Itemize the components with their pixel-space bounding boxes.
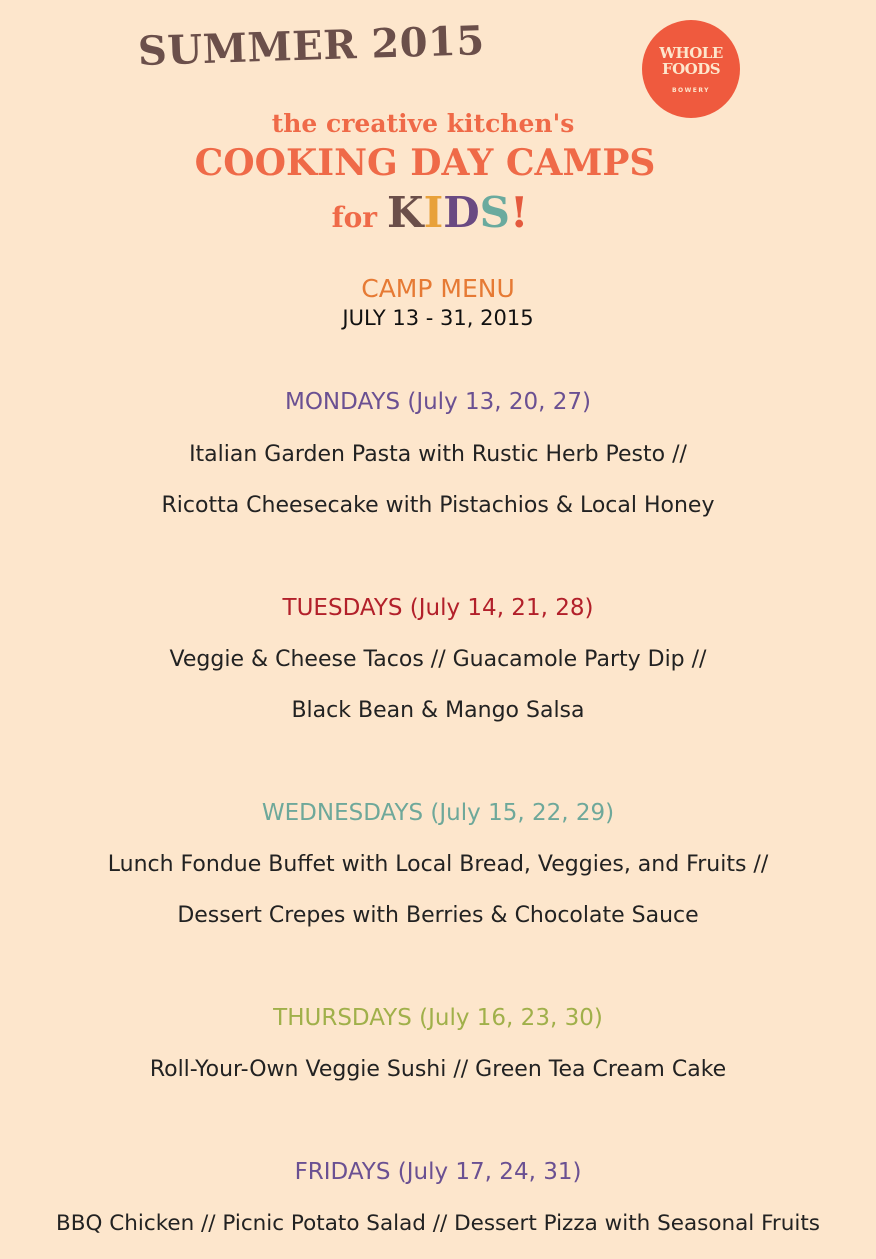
tuesday-menu-line-1: Veggie & Cheese Tacos // Guacamole Party Dip // xyxy=(169,647,707,672)
whole-foods-logo xyxy=(642,20,740,118)
kids-letter-exclamation: ! xyxy=(509,188,529,237)
logo-text-line3: BOWERY xyxy=(671,87,711,94)
for-kids-line xyxy=(0,188,860,237)
kids-letter-i: I xyxy=(423,188,444,237)
camp-menu-title: CAMP MENU xyxy=(361,274,515,303)
kids-letter-d: D xyxy=(443,188,480,237)
friday-menu-line-1: BBQ Chicken // Picnic Potato Salad // Dessert Pizza with Seasonal Fruits xyxy=(56,1211,820,1236)
monday-menu-line-2: Ricotta Cheesecake with Pistachios & Local Honey xyxy=(161,493,715,518)
tuesday-heading: TUESDAYS (July 14, 21, 28) xyxy=(282,595,594,621)
logo-text-line1: WHOLE xyxy=(659,44,723,62)
thursday-heading: THURSDAYS (July 16, 23, 30) xyxy=(273,1005,603,1031)
monday-menu-line-1: Italian Garden Pasta with Rustic Herb Pesto // xyxy=(189,442,687,467)
monday-heading: MONDAYS (July 13, 20, 27) xyxy=(284,389,592,415)
header-title: COOKING DAY CAMPS xyxy=(194,142,656,184)
header-subtitle: the creative kitchen's xyxy=(271,109,575,138)
for-word: for xyxy=(331,201,378,234)
logo-text-line2: FOODS xyxy=(661,60,721,78)
season-title: SUMMER 2015 xyxy=(137,17,486,75)
thursday-menu-line-1: Roll-Your-Own Veggie Sushi // Green Tea Cream Cake xyxy=(149,1057,727,1082)
header-banner xyxy=(0,0,876,250)
wednesday-menu-line-1: Lunch Fondue Buffet with Local Bread, Veggies, and Fruits // xyxy=(107,852,769,877)
kids-letter-k: K xyxy=(387,188,424,237)
wednesday-menu-line-2: Dessert Crepes with Berries & Chocolate Sauce xyxy=(177,903,699,928)
wednesday-heading: WEDNESDAYS (July 15, 22, 29) xyxy=(261,800,615,826)
kids-letter-s: S xyxy=(479,188,510,237)
camp-menu-dates: JULY 13 - 31, 2015 xyxy=(342,306,534,330)
friday-heading: FRIDAYS (July 17, 24, 31) xyxy=(294,1159,582,1185)
tuesday-menu-line-2: Black Bean & Mango Salsa xyxy=(291,698,585,723)
